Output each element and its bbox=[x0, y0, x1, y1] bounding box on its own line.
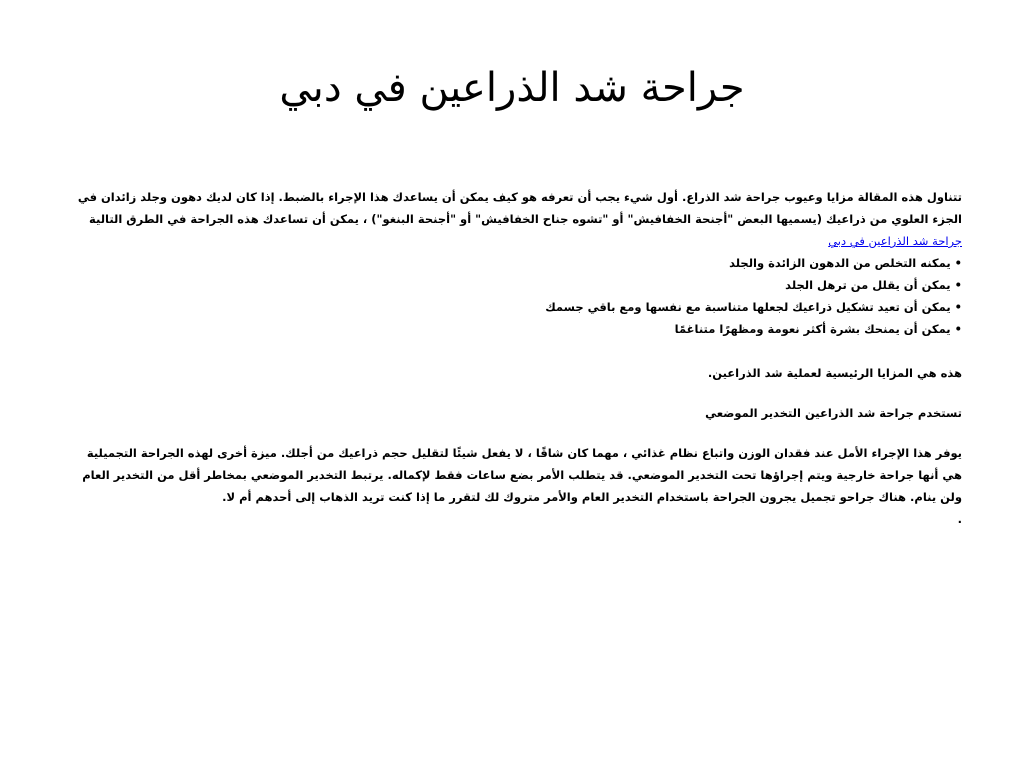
closing-paragraph: يوفر هذا الإجراء الأمل عند فقدان الوزن واتباع نظام غذائي ، مهما كان شاقًا ، لا يفعل شيئًا لتقليل حجم ذراعيك من أجلك. ميزة أخرى لهذه الجراحة التجميلية هي أنها جراحة خارجية ويتم إجراؤها تحت التخدير الموضعي. قد يتطلب الأمر بضع ساعات فقط لإكماله. يرتبط التخدير الموضعي بمخاطر أقل من التخدير العام ولن ينام. هناك جراحو تجميل يجرون الجراحة باستخدام التخدير العام والأمر متروك لك لتقرر ما إذا كنت تريد الذهاب إلى أحدهم أم لا. bbox=[82, 446, 962, 504]
bullet-icon: • bbox=[954, 300, 962, 314]
list-item-text: يمكن أن تعيد تشكيل ذراعيك لجعلها متناسبة مع نفسها ومع باقي جسمك bbox=[545, 300, 951, 314]
list-item bbox=[64, 318, 962, 340]
spacer bbox=[64, 424, 962, 442]
article-body bbox=[64, 186, 962, 530]
summary-text: هذه هي المزايا الرئيسية لعملية شد الذراعين. bbox=[707, 366, 962, 380]
list-item-text: يمكن أن يمنحك بشرة أكثر نعومة ومظهرًا متناغمًا bbox=[674, 322, 951, 336]
bullet-icon: • bbox=[954, 278, 962, 292]
list-item-text: يمكن أن يقلل من ترهل الجلد bbox=[785, 278, 951, 292]
intro-text: تتناول هذه المقالة مزايا وعيوب جراحة شد الذراع. أول شيء يجب أن تعرفه هو كيف يمكن أن يساعدك هذا الإجراء بالضبط. إذا كان لديك دهون وجلد زائدان في الجزء العلوي من ذراعيك (يسميها البعض "أجنحة الخفافيش" أو "تشوه جناح الخفافيش" أو "أجنحة البنغو") ، يمكن أن تساعدك هذه الجراحة في الطرق التالية bbox=[77, 190, 962, 226]
bullet-icon: • bbox=[954, 256, 962, 270]
list-item bbox=[64, 296, 962, 318]
list-item bbox=[64, 252, 962, 274]
spacer bbox=[64, 384, 962, 402]
trailing-dot: . bbox=[957, 512, 962, 526]
list-item bbox=[64, 274, 962, 296]
article-link[interactable]: جراحة شد الذراعين في دبي bbox=[828, 234, 962, 248]
benefits-list bbox=[64, 252, 962, 340]
spacer bbox=[64, 340, 962, 362]
anesthesia-heading: تستخدم جراحة شد الذراعين التخدير الموضعي bbox=[705, 406, 962, 420]
list-item-text: يمكنه التخلص من الدهون الزائدة والجلد bbox=[729, 256, 951, 270]
page-title: جراحة شد الذراعين في دبي bbox=[279, 65, 745, 111]
intro-paragraph bbox=[64, 186, 962, 252]
bullet-icon: • bbox=[954, 322, 962, 336]
